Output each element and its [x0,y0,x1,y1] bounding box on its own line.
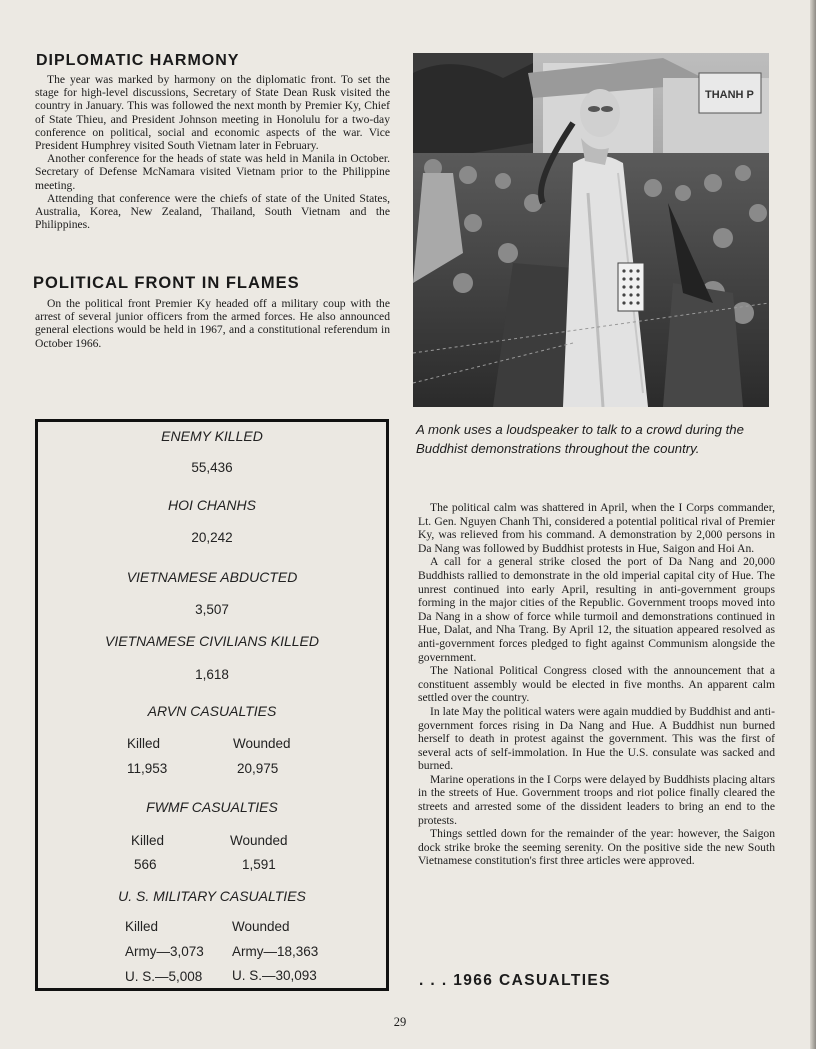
article-paragraph: The National Political Congress closed with the announcement that a constituent assembly would be elected in five months. An apparent calm settled over the country. [418,664,775,705]
political-body [35,297,390,350]
hoi-chanhs-label: HOI CHANHS [168,497,256,513]
fwmf-killed-value: 566 [134,857,157,872]
political-calm-article [418,501,775,868]
casualties-1966-heading: . . . 1966 CASUALTIES [419,972,611,989]
us-wounded-label: Wounded [232,919,290,934]
political-heading: POLITICAL FRONT IN FLAMES [33,274,300,292]
arvn-killed-label: Killed [127,736,161,751]
photo-caption: A monk uses a loudspeaker to talk to a crowd during the Buddhist demonstrations throughout the country. [416,422,744,456]
fwmf-wounded-value: 1,591 [242,857,276,872]
arvn-wounded-label: Wounded [233,736,291,751]
article-paragraph: A call for a general strike closed the port of Da Nang and 20,000 Buddhists rallied to demonstrate in the old imperial capital city of Hue. The unrest continued into early April, resulting in anti-government groups forming in the major cities of the Republic. Government troops moved into Da Nang in a show of force while turmoil and demonstrations continued in Hue, Dalat, and Nha Trang. By April 12, the situation appeared resolved as anti-government forces pledged to fight against Communism alongside the government. [418,555,775,664]
article-paragraph: In late May the political waters were again muddied by Buddhist and anti-government forces rising in Da Nang and Hue. A Buddhist nun burned herself to death in protest against the government. This was the first of several acts of self-immolation. In Hue the U.S. consulate was sacked and burned. [418,704,775,773]
monk-photo [413,53,769,407]
hoi-chanhs-value: 20,242 [191,530,233,545]
page-number: 29 [393,1015,407,1029]
diplomatic-body [35,73,390,231]
diplomatic-heading: DIPLOMATIC HARMONY [36,52,240,69]
page-edge [810,0,816,1049]
civilians-killed-value: 1,618 [195,667,229,682]
us-killed-label: Killed [125,919,159,934]
us-casualties-label: U. S. MILITARY CASUALTIES [118,888,306,904]
political-paragraph: On the political front Premier Ky headed off a military coup with the arrest of several junior officers from the armed forces. He also announced general elections would be held in 1967, and a constitutional referendum in October 1966. [35,297,390,350]
arvn-killed-value: 11,953 [127,761,168,776]
enemy-killed-value: 55,436 [191,460,233,475]
monk-photo-illustration [413,53,769,407]
diplomatic-paragraph: The year was marked by harmony on the diplomatic front. To set the stage for high-level discussions, Secretary of State Dean Rusk visited the country in January. This was followed the next month by Premier Ky, Chief of State Thieu, and President Johnson meeting in Honolulu for a two-day conference on political, social and economic aspects of the war. Vice President Humphrey visited South Vietnam later in February. [35,73,390,153]
army-killed-value: Army—3,073 [125,944,204,959]
arvn-casualties-label: ARVN CASUALTIES [147,703,277,719]
article-paragraph: Marine operations in the I Corps were delayed by Buddhists placing altars in the streets of Hue. Government troops and riot police finally cleared the streets and arrested some of the dissident leaders to bring an end to the protests. [418,772,775,827]
fwmf-killed-label: Killed [131,833,165,848]
fwmf-wounded-label: Wounded [230,833,288,848]
us-total-wounded-value: U. S.—30,093 [232,968,317,983]
casualty-stats-box [35,419,389,991]
fwmf-casualties-label: FWMF CASUALTIES [146,799,278,815]
army-wounded-value: Army—18,363 [232,944,319,959]
article-paragraph: The political calm was shattered in April, when the I Corps commander, Lt. Gen. Nguyen Chanh Thi, considered a potential political rival of Premier Ky, was relieved from his command. A demonstration by 2,000 persons in Da Nang was followed by Buddhist protests in Hue, Saigon and Hoi An. [418,501,775,555]
civilians-killed-label: VIETNAMESE CIVILIANS KILLED [105,633,319,649]
vietnamese-abducted-label: VIETNAMESE ABDUCTED [126,569,298,585]
arvn-wounded-value: 20,975 [237,761,279,776]
article-paragraph: Things settled down for the remainder of the year: however, the Saigon dock strike broke the seeming serenity. On the positive side the new South Vietnamese constitution's first three articles were approved. [418,827,775,868]
diplomatic-paragraph: Another conference for the heads of state was held in Manila in October. Secretary of Defense McNamara visited Vietnam prior to the Philippine meeting. [35,152,390,192]
diplomatic-paragraph: Attending that conference were the chiefs of state of the United States, Australia, Korea, New Zealand, Thailand, South Vietnam and the Philippines. [35,191,390,232]
vietnamese-abducted-value: 3,507 [195,602,229,617]
shop-sign-text: THANH P [705,89,754,101]
enemy-killed-label: ENEMY KILLED [161,428,263,444]
us-total-killed-value: U. S.—5,008 [125,969,203,984]
